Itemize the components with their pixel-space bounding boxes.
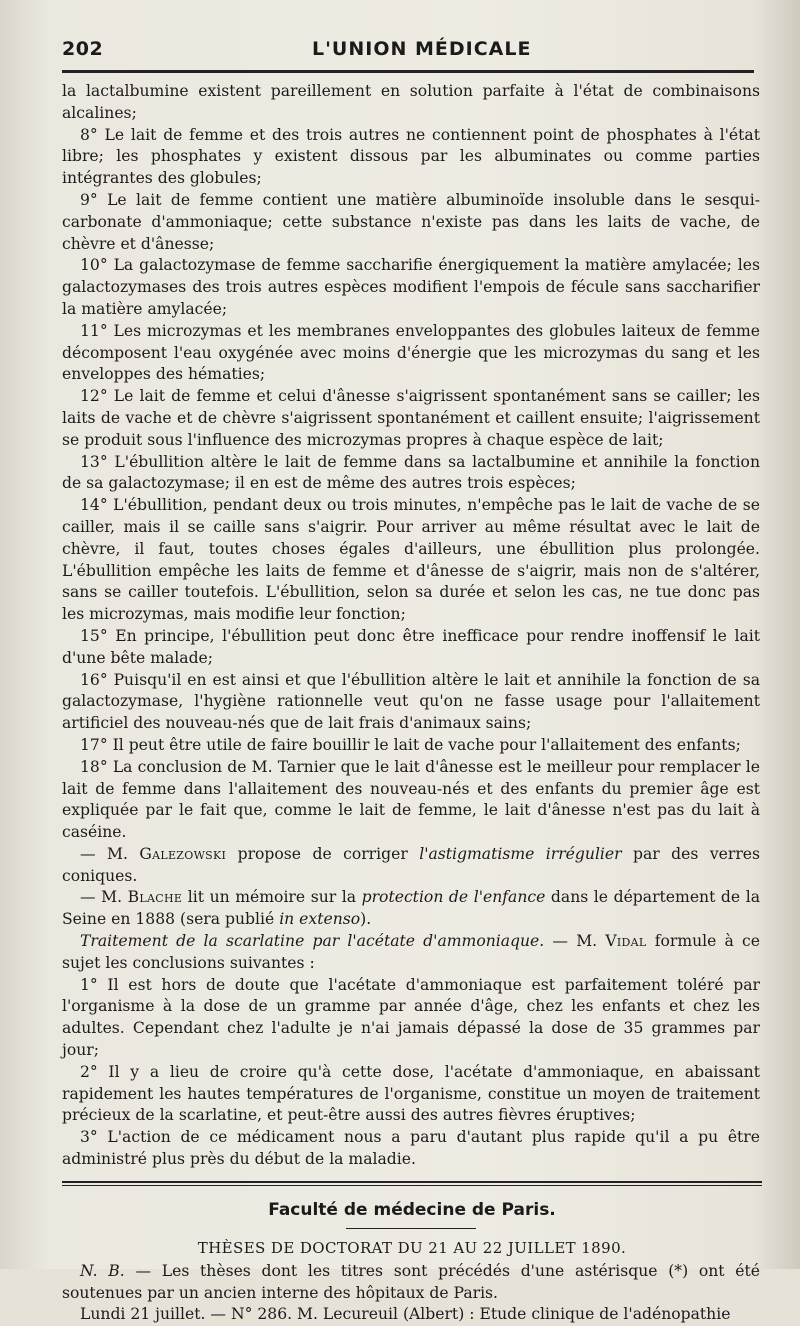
faculte-body	[62, 1261, 760, 1326]
topic-italic: l'astigmatisme irrégulier	[419, 844, 622, 863]
header-rule	[62, 70, 754, 73]
topic-italic: protection de l'enfance	[361, 888, 546, 907]
article-body	[62, 81, 760, 1171]
paragraph-14: 14° L'ébullition, pendant deux ou trois minutes, n'empêche pas le lait de vache de se cailler, mais il se caille sans s'aigrir. Pour arriver au même résultat avec le lait de chèvre, il faut, toutes choses égales d'ailleurs, une ébullition plus prolongée. L'ébullition empêche les laits de femme et d'ânesse de s'aigrir, mais non de s'altérer, sans se cailler toutefois. L'ébullition, selon sa durée et selon les cas, ne tue donc pas les microzymas, mais modifie leur fonction;	[62, 496, 760, 624]
blache-paragraph: — M. Blache lit un mémoire sur la protection de l'enfance dans le département de la Seine en 1888 (sera publié in extenso).	[62, 888, 760, 929]
paragraph-continuation: la lactalbumine existent pareillement en solution parfaite à l'état de combinaisons alcalines;	[62, 82, 760, 122]
paragraph-13: 13° L'ébullition altère le lait de femme dans sa lactalbumine et annihile la fonction de sa galactozymase; il en est de même des autres trois espèces;	[62, 452, 760, 493]
conclusion-3: 3° L'action de ce médicament nous a paru d'autant plus rapide qu'il a pu être administré plus près du début de la maladie.	[62, 1128, 760, 1169]
paragraph-17: 17° Il peut être utile de faire bouillir le lait de vache pour l'allaitement des enfants;	[80, 735, 741, 754]
author-name: Vidal	[605, 932, 647, 951]
paragraph-9: 9° Le lait de femme contient une matière albuminoïde insoluble dans le sesqui-carbonate d'ammoniaque; cette substance n'existe pas dans les laits de vache, de chèvre et d'ânesse;	[62, 190, 760, 253]
author-name: Blache	[127, 888, 183, 907]
nota-bene: N. B. — Les thèses dont les titres sont précédés d'une astérisque (*) ont été soutenues par un ancien interne des hôpitaux de Paris.	[62, 1261, 760, 1302]
paragraph-10: 10° La galactozymase de femme saccharifie énergiquement la matière amylacée; les galactozymases des trois autres espèces modifient l'empois de fécule sans saccharifier la matière amylacée;	[62, 256, 760, 318]
running-title: L'UNION MÉDICALE	[312, 38, 532, 60]
page-number: 202	[62, 38, 104, 60]
latin-italic: in extenso	[279, 910, 361, 929]
author-name: Galezowski	[139, 844, 227, 863]
section-subtitle: THÈSES DE DOCTORAT DU 21 AU 22 JUILLET 1890.	[197, 1238, 627, 1257]
paragraph-16: 16° Puisqu'il en est ainsi et que l'ébullition altère le lait et annihile la fonction de sa galactozymase, l'hygiène rationnelle veut qu'on ne fasse usage pour l'allaitement artificiel des nouveau-nés que de lait frais d'animaux sains;	[62, 670, 760, 733]
conclusion-1: 1° Il est hors de doute que l'acétate d'ammoniaque est parfaitement toléré par l'organisme à la dose de un gramme par année d'âge, chez les enfants et chez les adultes. Cependant chez l'adulte je n'ai jamais dépassé la dose de 35 grammes par jour;	[62, 975, 760, 1060]
section-divider	[62, 1181, 762, 1186]
section-title: Faculté de médecine de Paris.	[268, 1199, 556, 1220]
paragraph-18: 18° La conclusion de M. Tarnier que le lait d'ânesse est le meilleur pour remplacer le lait de femme dans l'allaitement des nouveau-nés et des enfants du premier âge est expliquée par le fait que, comme le lait de femme, le lait d'ânesse n'est pas du lait à caséine.	[62, 757, 760, 842]
paragraph-15: 15° En principe, l'ébullition peut donc être inefficace pour rendre inoffensif le lait d'une bête malade;	[62, 626, 760, 667]
paragraph-12: 12° Le lait de femme et celui d'ânesse s'aigrissent spontanément sans se cailler; les laits de vache et de chèvre s'aigrissent spontanément et caillent ensuite; l'aigrissement se produit sous l'influence des microzymas propres à chaque espèce de lait;	[62, 387, 760, 449]
conclusion-2: 2° Il y a lieu de croire qu'à cette dose, l'acétate d'ammoniaque, en abaissant rapidement les hautes températures de l'organisme, constitue un moyen de traitement précieux de la scarlatine, et peut-être aussi des autres fièvres éruptives;	[62, 1062, 760, 1125]
paragraph-11: 11° Les microzymas et les membranes enveloppantes des globules laiteux de femme décomposent l'eau oxygénée avec moins d'énergie que les microzymas du sang et les enveloppes des hématies;	[62, 321, 760, 384]
paragraph-8: 8° Le lait de femme et des trois autres ne contiennent point de phosphates à l'état libre; les phosphates y existent dissous par les albuminates ou comme parties intégrantes des globules;	[62, 125, 760, 188]
vidal-paragraph: Traitement de la scarlatine par l'acétate d'ammoniaque. — M. Vidal formule à ce sujet les conclusions suivantes :	[62, 932, 760, 972]
thesis-entry: Lundi 21 juillet. — N° 286. M. Lecureuil (Albert) : Etude clinique de l'adénopathie	[80, 1305, 731, 1324]
nb-label: N. B.	[80, 1261, 125, 1280]
topic-italic: Traitement de la scarlatine par l'acétate d'ammoniaque.	[80, 932, 545, 951]
page-header	[62, 34, 760, 68]
galezowski-paragraph: — M. Galezowski propose de corriger l'astigmatisme irrégulier par des verres coniques.	[62, 844, 760, 885]
title-underline	[346, 1228, 476, 1229]
